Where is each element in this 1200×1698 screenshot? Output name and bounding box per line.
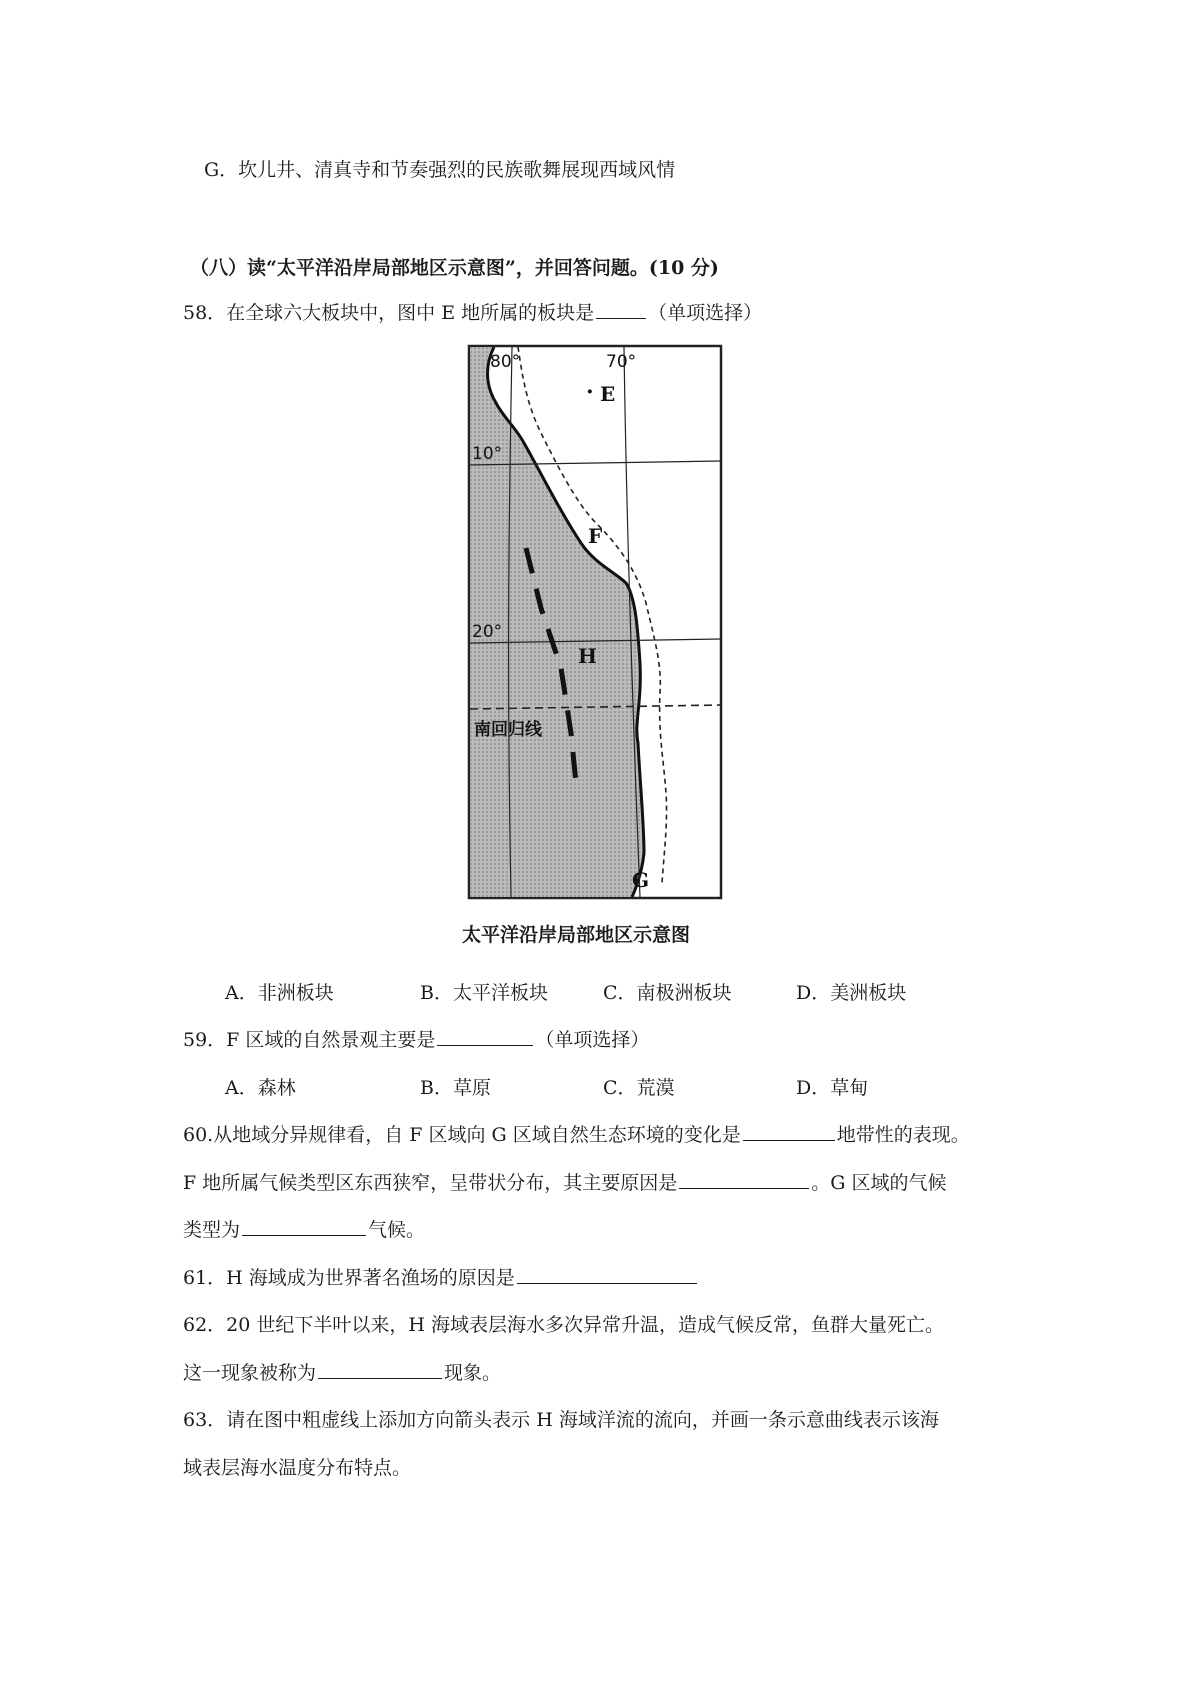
q58-answer-blank[interactable] <box>596 300 646 319</box>
q60-blank-2[interactable] <box>679 1170 809 1189</box>
q62-text-2-after: 现象。 <box>444 1362 502 1384</box>
label-h: H <box>578 644 597 668</box>
question-59 <box>183 1027 649 1053</box>
lon-label-80: 80° <box>490 352 521 372</box>
question-60-line-1 <box>183 1122 970 1148</box>
q59-option-a[interactable]: A．森林 <box>225 1077 296 1099</box>
q59-option-b[interactable]: B．草原 <box>420 1077 491 1099</box>
q58-option-d[interactable]: D．美洲板块 <box>796 982 907 1004</box>
q60-blank-3[interactable] <box>242 1217 366 1236</box>
q58-suffix: （单项选择） <box>648 302 763 324</box>
question-62-line-1: 62．20 世纪下半叶以来，H 海域表层海水多次异常升温，造成气候反常，鱼群大量死亡。 <box>183 1314 945 1336</box>
question-61 <box>183 1265 699 1291</box>
e-dot: · <box>586 379 594 405</box>
lat-label-10: 10° <box>472 444 503 464</box>
q62-text-2: 这一现象被称为 <box>183 1362 317 1384</box>
q60-text-2-after: 。G 区域的气候 <box>811 1172 947 1194</box>
q61-text: 61．H 海域成为世界著名渔场的原因是 <box>183 1267 515 1289</box>
label-g: G <box>632 868 650 892</box>
question-63-line-1: 63．请在图中粗虚线上添加方向箭头表示 H 海域洋流的流向，并画一条示意曲线表示该海 <box>183 1409 939 1431</box>
q59-suffix: （单项选择） <box>535 1029 650 1051</box>
q58-option-b[interactable]: B．太平洋板块 <box>420 982 548 1004</box>
q60-text-2: F 地所属气候类型区东西狭窄，呈带状分布，其主要原因是 <box>183 1172 678 1194</box>
question-60-line-2 <box>183 1170 946 1196</box>
q59-option-c[interactable]: C．荒漠 <box>603 1077 675 1099</box>
lon-label-70: 70° <box>606 352 637 372</box>
question-58 <box>183 300 762 326</box>
q58-option-c[interactable]: C．南极洲板块 <box>603 982 732 1004</box>
question-60-line-3 <box>183 1217 425 1243</box>
q58-text: 58．在全球六大板块中，图中 E 地所属的板块是 <box>183 302 595 324</box>
question-63-line-2: 域表层海水温度分布特点。 <box>183 1457 412 1479</box>
tropic-label: 南回归线 <box>474 720 542 740</box>
q61-answer-blank[interactable] <box>517 1265 697 1284</box>
label-e: E <box>600 382 616 406</box>
q59-text: 59．F 区域的自然景观主要是 <box>183 1029 436 1051</box>
prev-option-g: G．坎儿井、清真寺和节奏强烈的民族歌舞展现西域风情 <box>204 159 676 181</box>
q60-text-3: 类型为 <box>183 1219 241 1241</box>
q58-option-a[interactable]: A．非洲板块 <box>225 982 334 1004</box>
q60-text-3-after: 气候。 <box>368 1219 426 1241</box>
q60-text-1-after: 地带性的表现。 <box>836 1124 970 1146</box>
q62-answer-blank[interactable] <box>318 1360 442 1379</box>
section-title: （八）读“太平洋沿岸局部地区示意图”，并回答问题。(10 分) <box>190 257 719 279</box>
pacific-coast-map <box>466 343 726 903</box>
map-caption: 太平洋沿岸局部地区示意图 <box>462 924 691 946</box>
q60-blank-1[interactable] <box>743 1122 835 1141</box>
q60-text-1: 60.从地域分异规律看，自 F 区域向 G 区域自然生态环境的变化是 <box>183 1124 741 1146</box>
question-62-line-2 <box>183 1360 501 1386</box>
lat-label-20: 20° <box>472 622 503 642</box>
label-f: F <box>588 524 603 548</box>
q59-option-d[interactable]: D．草甸 <box>796 1077 869 1099</box>
q59-answer-blank[interactable] <box>437 1027 533 1046</box>
